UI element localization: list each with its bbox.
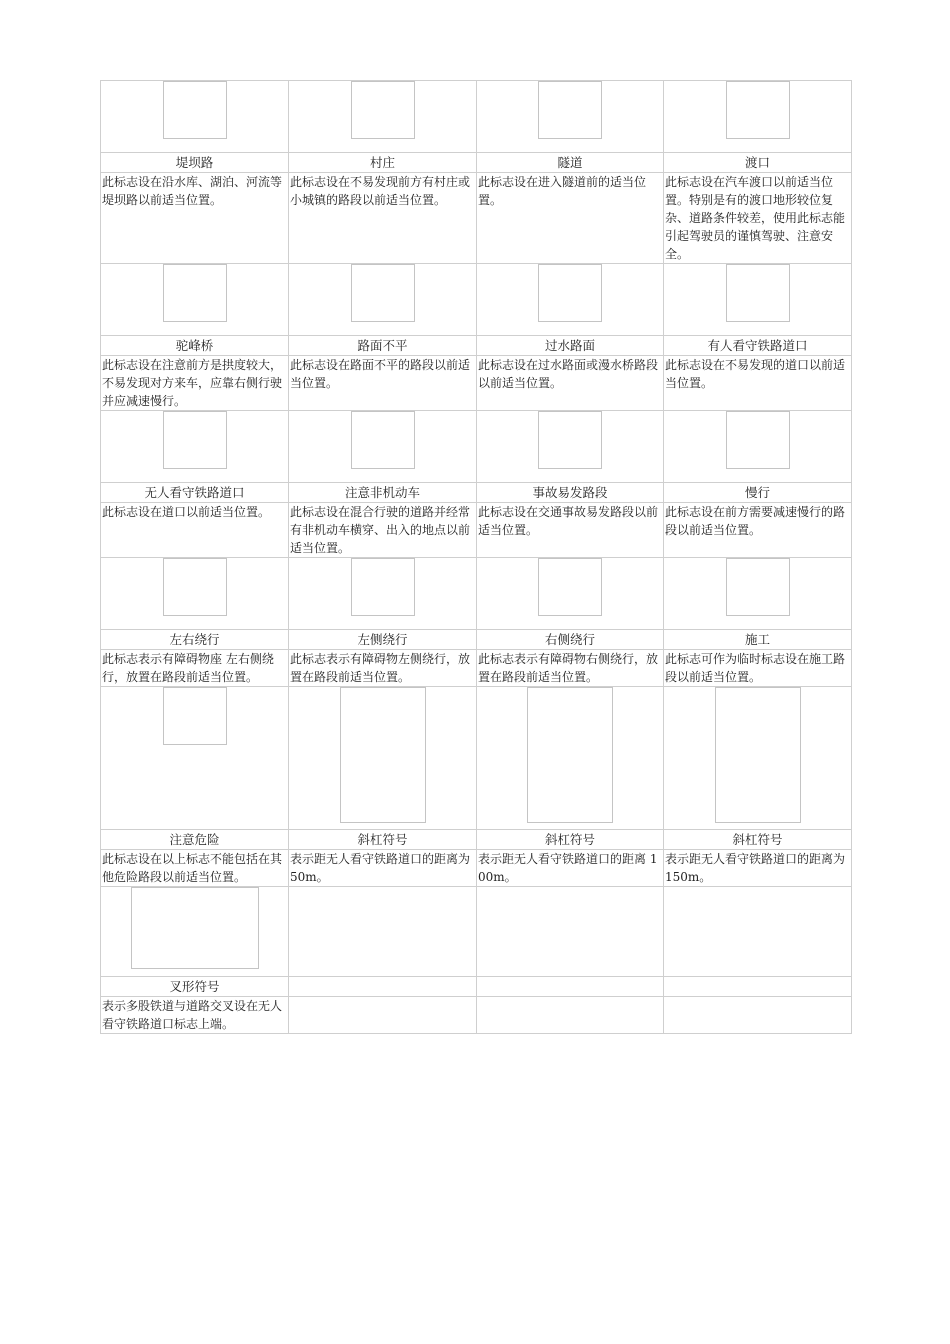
sign-desc-row <box>101 997 852 1034</box>
sign-image-cell <box>101 411 289 483</box>
sign-name-row <box>101 977 852 997</box>
sign-description: 此标志设在交通事故易发路段以前适当位置。 <box>477 503 664 558</box>
sign-image-row <box>101 264 852 336</box>
sign-name: 施工 <box>664 630 852 650</box>
detour-right-sign-image <box>538 558 602 616</box>
sign-description: 此标志设在进入隧道前的适当位置。 <box>477 173 664 264</box>
sign-name <box>477 977 664 997</box>
sign-name-row <box>101 153 852 173</box>
sign-image-cell <box>101 687 289 830</box>
sign-image-cell <box>664 411 852 483</box>
sign-name: 注意危险 <box>101 830 289 850</box>
sign-desc-row <box>101 173 852 264</box>
sign-description <box>289 997 477 1034</box>
sign-image-row <box>101 558 852 630</box>
sign-name: 驼峰桥 <box>101 336 289 356</box>
non-motor-vehicle-sign-image <box>351 411 415 469</box>
village-sign-image <box>351 81 415 139</box>
empty-cell <box>289 887 477 977</box>
sign-image-row <box>101 887 852 977</box>
sign-description: 此标志设在不易发现的道口以前适当位置。 <box>664 356 852 411</box>
sign-image-cell <box>664 558 852 630</box>
construction-sign-image <box>726 558 790 616</box>
sign-description: 表示多股铁道与道路交叉设在无人看守铁路道口标志上端。 <box>101 997 289 1034</box>
tunnel-sign-image <box>538 81 602 139</box>
sign-name: 路面不平 <box>289 336 477 356</box>
slash-symbol-150m-image <box>715 687 801 823</box>
sign-description: 表示距无人看守铁路道口的距离为 50m。 <box>289 850 477 887</box>
sign-image-cell <box>289 558 477 630</box>
detour-both-sides-sign-image <box>163 558 227 616</box>
sign-description: 此标志表示有障碍物左侧绕行，放置在路段前适当位置。 <box>289 650 477 687</box>
accident-prone-sign-image <box>538 411 602 469</box>
sign-desc-row <box>101 650 852 687</box>
sign-image-cell <box>101 264 289 336</box>
sign-name: 事故易发路段 <box>477 483 664 503</box>
sign-name: 右侧绕行 <box>477 630 664 650</box>
sign-description <box>477 997 664 1034</box>
sign-description: 此标志设在以上标志不能包括在其他危险路段以前适当位置。 <box>101 850 289 887</box>
sign-description: 此标志表示有障碍物座 左右侧绕行，放置在路段前适当位置。 <box>101 650 289 687</box>
sign-image-cell <box>289 81 477 153</box>
sign-description: 此标志设在路面不平的路段以前适当位置。 <box>289 356 477 411</box>
sign-description: 此标志设在不易发现前方有村庄或小城镇的路段以前适当位置。 <box>289 173 477 264</box>
slash-symbol-100m-image <box>527 687 613 823</box>
slash-symbol-50m-image <box>340 687 426 823</box>
sign-name: 渡口 <box>664 153 852 173</box>
sign-description: 此标志设在汽车渡口以前适当位置。特别是有的渡口地形较位复杂、道路条件较差，使用此标志能引起驾驶员的谨慎驾驶、注意安全。 <box>664 173 852 264</box>
sign-name: 村庄 <box>289 153 477 173</box>
detour-left-sign-image <box>351 558 415 616</box>
sign-description: 此标志设在注意前方是拱度较大，不易发现对方来车，应靠右侧行驶并应减速慢行。 <box>101 356 289 411</box>
sign-name <box>289 977 477 997</box>
sign-name: 隧道 <box>477 153 664 173</box>
sign-image-cell <box>477 411 664 483</box>
sign-name: 无人看守铁路道口 <box>101 483 289 503</box>
sign-image-cell <box>101 81 289 153</box>
sign-description: 表示距无人看守铁路道口的距离 100m。 <box>477 850 664 887</box>
sign-name: 有人看守铁路道口 <box>664 336 852 356</box>
sign-name: 注意非机动车 <box>289 483 477 503</box>
sign-image-cell <box>664 687 852 830</box>
embankment-road-sign-image <box>163 81 227 139</box>
cross-symbol-image <box>131 887 259 969</box>
sign-description: 此标志设在道口以前适当位置。 <box>101 503 289 558</box>
sign-description: 此标志表示有障碍物右侧绕行，放置在路段前适当位置。 <box>477 650 664 687</box>
empty-cell <box>477 887 664 977</box>
sign-description: 表示距无人看守铁路道口的距离为 150m。 <box>664 850 852 887</box>
sign-image-row <box>101 687 852 830</box>
sign-image-cell <box>289 411 477 483</box>
sign-name: 左侧绕行 <box>289 630 477 650</box>
uneven-road-sign-image <box>351 264 415 322</box>
sign-image-cell <box>477 687 664 830</box>
sign-name: 过水路面 <box>477 336 664 356</box>
sign-description <box>664 997 852 1034</box>
danger-sign-image <box>163 687 227 745</box>
sign-description: 此标志可作为临时标志设在施工路段以前适当位置。 <box>664 650 852 687</box>
sign-description: 此标志设在过水路面或漫水桥路段以前适当位置。 <box>477 356 664 411</box>
sign-name: 斜杠符号 <box>289 830 477 850</box>
sign-image-cell <box>477 81 664 153</box>
sign-image-cell <box>664 81 852 153</box>
sign-image-row <box>101 411 852 483</box>
sign-name <box>664 977 852 997</box>
sign-name: 慢行 <box>664 483 852 503</box>
sign-name: 斜杠符号 <box>664 830 852 850</box>
sign-image-cell <box>477 264 664 336</box>
sign-image-cell <box>101 887 289 977</box>
sign-name-row <box>101 336 852 356</box>
sign-image-row <box>101 81 852 153</box>
sign-name: 叉形符号 <box>101 977 289 997</box>
sign-image-cell <box>289 687 477 830</box>
sign-name: 左右绕行 <box>101 630 289 650</box>
sign-name-row <box>101 483 852 503</box>
sign-image-cell <box>289 264 477 336</box>
sign-image-cell <box>477 558 664 630</box>
sign-description: 此标志设在沿水库、湖泊、河流等堤坝路以前适当位置。 <box>101 173 289 264</box>
sign-name-row <box>101 630 852 650</box>
ford-road-sign-image <box>538 264 602 322</box>
unguarded-railway-crossing-sign-image <box>163 411 227 469</box>
ferry-sign-image <box>726 81 790 139</box>
sign-description: 此标志设在混合行驶的道路并经常有非机动车横穿、出入的地点以前适当位置。 <box>289 503 477 558</box>
sign-desc-row <box>101 356 852 411</box>
hump-bridge-sign-image <box>163 264 227 322</box>
sign-name: 斜杠符号 <box>477 830 664 850</box>
slow-down-sign-image <box>726 411 790 469</box>
sign-description: 此标志设在前方需要减速慢行的路段以前适当位置。 <box>664 503 852 558</box>
sign-image-cell <box>664 264 852 336</box>
empty-cell <box>664 887 852 977</box>
sign-name-row <box>101 830 852 850</box>
guarded-railway-crossing-sign-image <box>726 264 790 322</box>
sign-name: 堤坝路 <box>101 153 289 173</box>
traffic-sign-table <box>100 80 852 1034</box>
sign-desc-row <box>101 850 852 887</box>
sign-desc-row <box>101 503 852 558</box>
sign-image-cell <box>101 558 289 630</box>
